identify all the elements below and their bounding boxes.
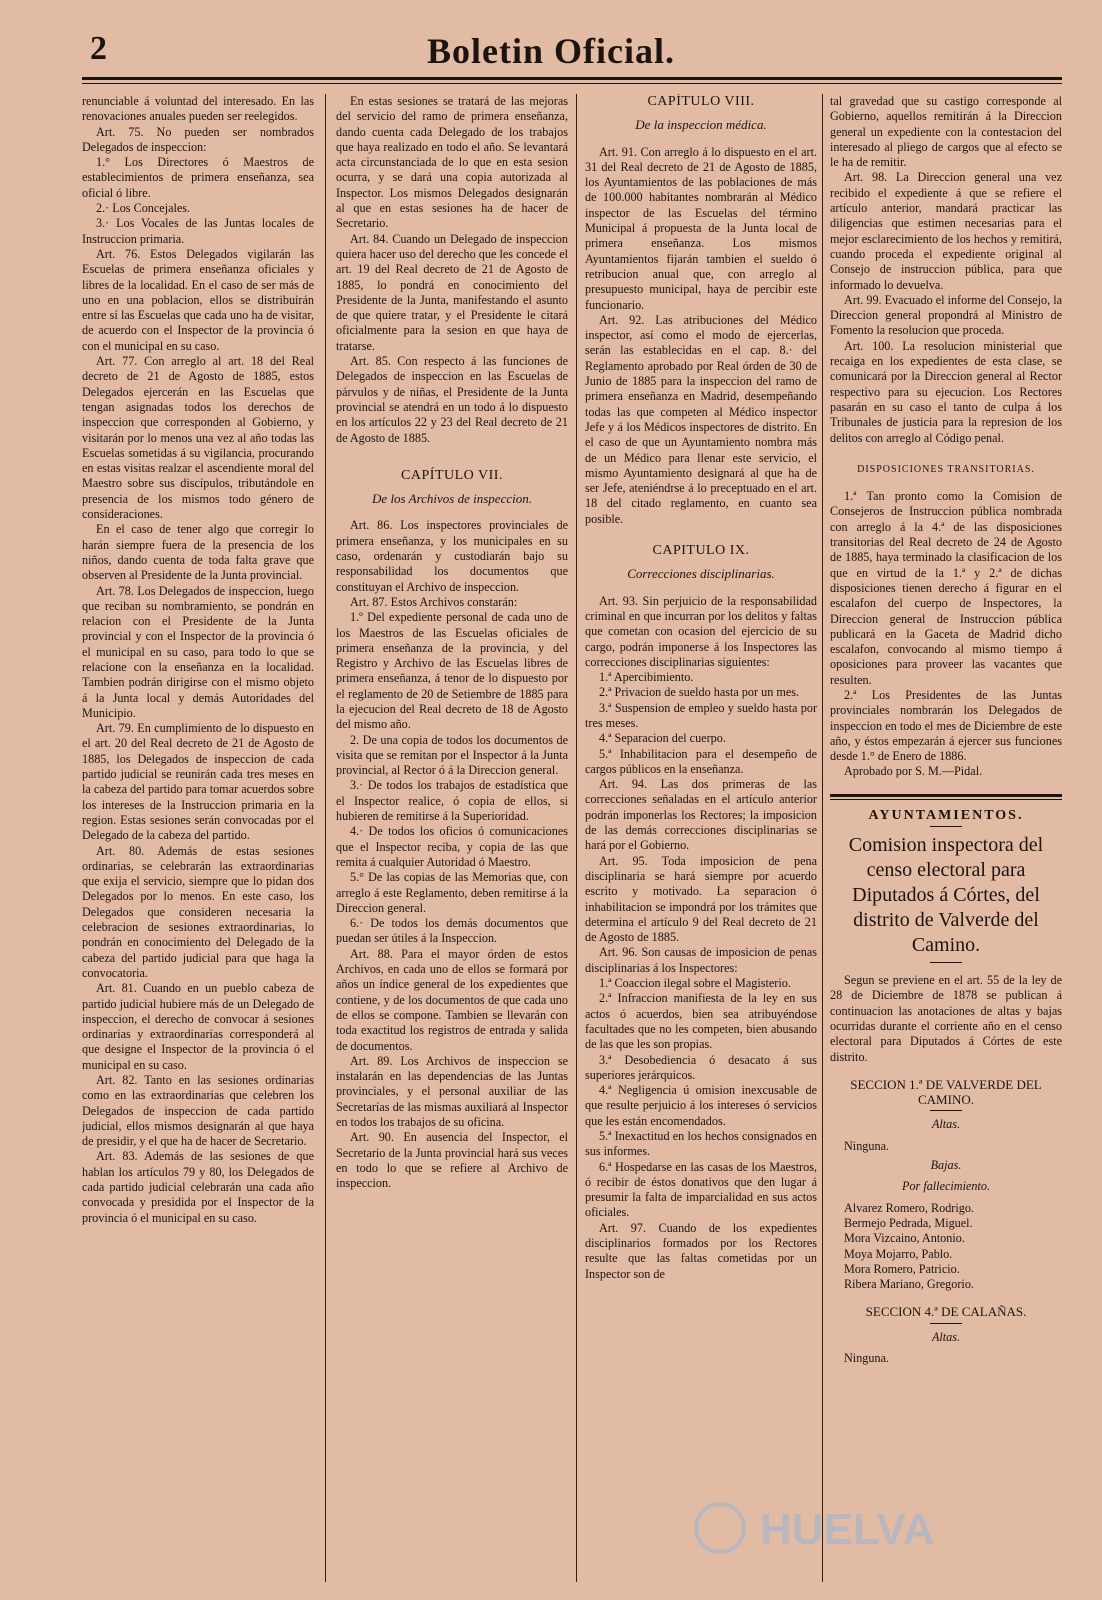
paragraph: Art. 92. Las atribuciones del Médico inspector, así como el modo de ejercerlas, serán las establecidas en el cap. 8.· del Reglamento aprobado por Real órden de 30 de Junio de 1885 para la inspeccion del ramo de primera enseñanza en Madrid, desempeñando todas las que competen al Médico inspector Jefe y á los Médicos inspectores de distrito. En el caso de que un Ayuntamiento nombra más de un Médico para llenar este servicio, el mismo Ayuntamiento designará al que ha de ser Jefe, ateniéndrse á lo preceptuado en el art. 18 del citado reglamento, en cuanto sea posible. <box>585 312 817 526</box>
paragraph: 6.ª Hospedarse en las casas de los Maestros, ó recibir de éstos donativos que den lugar á presumir la falta de imparcialidad en sus actos oficiales. <box>585 1159 817 1220</box>
altas-value: Ninguna. <box>844 1351 890 1365</box>
paragraph: 4.ª Separacion del cuerpo. <box>599 731 726 746</box>
paragraph: Art. 97. Cuando de los expedientes disciplinarios formados por los Rectores resulte que las faltas cometidas por un Inspector son de <box>585 1220 817 1281</box>
paragraph: Art. 87. Estos Archivos constarán: <box>350 594 518 609</box>
paragraph: 2.ª Los Presidentes de las Juntas provinciales nombrarán los Delegados de inspeccion en todo el mes de Diciembre de este año, y éstos empezarán á ejercer sus funciones desde 1.° de Enero de 1886. <box>830 687 1062 764</box>
signature-line: Aprobado por S. M.—Pidal. <box>844 764 983 779</box>
paragraph: 4.· De todos los oficios ó comunicaciones que el Inspector reciba, y copia de las que remita á cualquier Autoridad ó Maestro. <box>336 824 568 869</box>
watermark-text: HUELVA <box>760 1505 935 1554</box>
list-item: Alvarez Romero, Rodrigo. <box>844 1200 974 1215</box>
divider <box>930 962 962 963</box>
page-header <box>0 0 1102 90</box>
watermark-logo <box>690 1498 990 1558</box>
ayuntamientos-heading: AYUNTAMIENTOS. <box>868 807 1024 823</box>
paragraph: 2.ª Infraccion manifiesta de la ley en sus actos ó acuerdos, bien sea atribuyéndose facultades que no les competen, bien abusando de las que les son propias. <box>585 991 817 1052</box>
watermark-emblem <box>696 1504 744 1552</box>
paragraph: 2. De una copia de todos los documentos de visita que se remitan por el Inspector á la Junta provincial, al Rector ó á la Direccion general. <box>336 732 568 778</box>
paragraph: 1.ª Coaccion ilegal sobre el Magisterio. <box>599 976 791 991</box>
paragraph: Art. 90. En ausencia del Inspector, el Secretario de la Junta provincial hará sus veces en todo lo que se refiere al Archivo de inspeccion. <box>336 1130 568 1191</box>
text-column-2 <box>336 94 568 1584</box>
chapter-title: CAPÍTULO VIII. <box>647 94 755 109</box>
bajas-subheading: Por fallecimiento. <box>901 1179 990 1194</box>
paragraph: Art. 95. Toda imposicion de pena disciplinaria se hará siempre por acuerdo escrito y motivado. La separacion ó inhabilitacion se impondrá por los trámites que determina el artículo 9 del Real decreto de 21 de Agosto de 1885. <box>585 853 817 945</box>
paragraph: 1.ª Tan pronto como la Comision de Consejeros de Instruccion pública nombrada con arreglo á la 4.ª de las disposiciones transitorias del Real decreto de 24 de Agosto de 1885, haya terminado la clasificacion de los que en virtud de la 1.ª y 2.ª de dichas disposiciones tienen derecho á figurar en el escalafon del cuerpo de Inspectores, la Direccion general de Instruccion pública publicará en la Gaceta de Madrid dicho escalafon, convocando al mismo tiempo á oposiciones para proveer las vacantes que resulten. <box>830 489 1062 687</box>
paragraph: 2.· Los Concejales. <box>96 201 191 216</box>
altas-label: Altas. <box>931 1329 961 1344</box>
column-divider <box>822 94 823 1582</box>
paragraph: Art. 79. En cumplimiento de lo dispuesto en el art. 20 del Real decreto de 21 de Agosto de 1885, los Delegados de inspeccion de cada partido judicial se reunirán cada tres meses en la cabeza del partido para tomar acuerdos sobre los intereses de la Instruccion primaria en la region. Estas sesiones serán convocadas por el Delegado de la cabeza del partido. <box>82 721 314 843</box>
paragraph: Art. 78. Los Delegados de inspeccion, luego que reciban su nombramiento, se pondrán en relacion con el Presidente de la Junta provincial y con el Inspector de la provincia ó el municipal en su caso, para todo lo que se relacione con la enseñanza en la localidad. Tambien podrán dirigirse con el mismo objeto á la Junta local y demás Autoridades del Municipio. <box>82 583 314 720</box>
paragraph: Art. 81. Cuando en un pueblo cabeza de partido judicial hubiere más de un Delegado de inspeccion, el derecho de convocar á sesiones ordinarias y extraordinarias corresponderá al que designe el Inspector de la provincia ó el municipal en su caso. <box>82 981 314 1072</box>
paragraph: 2.ª Privacion de sueldo hasta por un mes. <box>599 685 800 700</box>
paragraph: En estas sesiones se tratará de las mejoras del servicio del ramo de primera enseñanza, dando cuenta cada Delegado de los trabajos que haya realizado en todo el año. Se levantará acta circunstanciada de lo que en esta sesion ocurra, y se dará una copia autorizada al Inspector. Los mismos Delegados designarán al que en estas sesiones ha de hacer de Secretario. <box>336 94 568 231</box>
altas-label: Altas. <box>931 1117 961 1132</box>
text-column-3 <box>585 94 817 1584</box>
paragraph: Art. 77. Con arreglo al art. 18 del Real decreto de 21 de Agosto de 1885, estos Delegados ejercerán en las Escuelas que tengan asignadas todos los derechos de inspeccion que corresponden al Gobierno, y visitarán por lo menos una vez al año todas las Escuelas sometidas á su vigilancia, procurando en estas visitas realzar el ascendiente moral del Maestro sobre sus discípulos, tributándole en presencia de los mismos todo género de consideraciones. <box>82 354 314 522</box>
column-divider <box>576 94 577 1582</box>
paragraph: 3.· De todos los trabajos de estadística que el Inspector realice, ó copia de ellos, si hubieren de remitirse á la Superioridad. <box>336 778 568 824</box>
chapter-subtitle: Correcciones disciplinarias. <box>627 566 775 582</box>
paragraph: Art. 76. Estos Delegados vigilarán las Escuelas de primera enseñanza oficiales y libres de la localidad. En el caso de ser más de uno en una poblacion, ellos se distribuirán entre sí las Escuelas que cada uno ha de visitar, de acuerdo con el Inspector de la provincia ó con el municipal en su caso. <box>82 246 314 353</box>
list-item: Mora Romero, Patricio. <box>844 1261 960 1276</box>
column-divider <box>325 94 326 1582</box>
section-heading: DISPOSICIONES TRANSITORIAS. <box>857 463 1035 475</box>
header-rule <box>82 77 1062 80</box>
list-item: Ribera Mariano, Gregorio. <box>844 1277 974 1292</box>
paragraph: Art. 100. La resolucion ministerial que recaiga en los expedientes de esta clase, se comunicará por la Direccion general al Rector respectivo para su ejecucion. Los Rectores pasarán en su caso el tanto de culpa á los Tribunales de justicia para la represion de los delitos con arreglo al Código penal. <box>830 338 1062 445</box>
chapter-title: CAPÍTULO VII. <box>401 467 503 483</box>
chapter-title: CAPITULO IX. <box>652 543 750 559</box>
chapter-subtitle: De los Archivos de inspeccion. <box>372 491 532 507</box>
paragraph: Art. 88. Para el mayor órden de estos Archivos, en cada uno de ellos se formará por años un índice general de los expedientes que contiene, y de los documentos de que cada uno de ellos se compone. Tambien se llevarán con toda exactitud los registros de entrada y salida de documentos. <box>336 946 568 1053</box>
paragraph: tal gravedad que su castigo corresponde al Gobierno, aquellos remitirán á la Direccion general un expediente con la contestacion del interesado al pliego de cargos que al efecto se le ha de remitir. <box>830 94 1062 170</box>
section-title: SECCION 1.ª DE VALVERDE DEL CAMINO. <box>850 1076 1042 1108</box>
paragraph: 1.º Del expediente personal de cada uno de los Maestros de las Escuelas oficiales de primera enseñanza de la provincia, y del Registro y Archivo de las Escuelas libres de primera enseñanza, á tenor de lo dispuesto por el reglamento de 20 de Setiembre de 1885 para la ejecucion del Real decreto de 18 de Agosto del mismo año. <box>336 610 568 732</box>
bajas-label: Bajas. <box>930 1158 962 1173</box>
header-rule-thin <box>82 83 1062 84</box>
altas-value: Ninguna. <box>844 1138 890 1153</box>
paragraph: 1.° Los Directores ó Maestros de establecimientos de primera enseñanza, sea oficial ó libre. <box>82 155 314 200</box>
divider <box>930 1323 962 1324</box>
paragraph: Art. 96. Son causas de imposicion de penas disciplinarias á los Inspectores: <box>585 945 817 975</box>
paragraph: Art. 82. Tanto en las sesiones ordinarias como en las extraordinarias que celebren los Delegados de inspeccion de cada partido judicial, ellos mismos designarán al que haya de presidir, y el que ha de hacer de Secretario. <box>82 1073 314 1149</box>
paragraph: 5.ª Inhabilitacion para el desempeño de cargos públicos en la enseñanza. <box>585 746 817 776</box>
list-item: Moya Mojarro, Pablo. <box>844 1246 953 1261</box>
paragraph: 5.° De las copias de las Memorias que, con arreglo á este Reglamento, deben remitirse á la Direccion general. <box>336 870 568 915</box>
paragraph: Art. 91. Con arreglo á lo dispuesto en el art. 31 del Real decreto de 21 de Agosto de 1885, los Ayuntamientos de las poblaciones de más de 100.000 habitantes nombrarán al Médico inspector de las Escuelas del término Municipal á propuesta de la Junta local de primera enseñanza. Los mismos Ayuntamientos fijarán tambien el sueldo ó retribucion anual que, con arreglo al presupuesto municipal, haya de percibir este funcionario. <box>585 144 817 312</box>
paragraph: 3.· Los Vocales de las Juntas locales de Instruccion primaria. <box>82 216 314 246</box>
paragraph: 1.ª Apercibimiento. <box>599 670 694 685</box>
paragraph: Segun se previene en el art. 55 de la ley de 28 de Diciembre de 1878 se publican á continuacion las anotaciones de altas y bajas ocurridas durante el corriente año en el censo electoral para Diputados á Córtes de este distrito. <box>830 973 1062 1064</box>
newspaper-title: Boletin Oficial. <box>427 31 675 71</box>
paragraph: Art. 89. Los Archivos de inspeccion se instalarán en las dependencias de las Juntas provinciales, y el personal auxiliar de las Secretarías de las mismas auxiliará al Inspector en todos los trabajos de su oficina. <box>336 1053 568 1129</box>
text-column-1 <box>82 94 314 1584</box>
section-rule-thin <box>830 799 1062 800</box>
paragraph: Art. 99. Evacuado el informe del Consejo, la Direccion general propondrá al Ministro de Fomento la resolucion que proceda. <box>830 292 1062 338</box>
paragraph: 3.ª Desobediencia ó desacato á sus superiores jerárquicos. <box>585 1052 817 1082</box>
paragraph: Art. 93. Sin perjuicio de la responsabilidad criminal en que incurran por los delitos y faltas que cometan con ocasion del ejercicio de su cargo, podrán imponerse á los Inspectores las correcciones disciplinarias siguientes: <box>585 593 817 669</box>
divider <box>930 826 962 827</box>
paragraph: En el caso de tener algo que corregir lo harán siempre fuera de la presencia de los niños, dando cuenta de toda falta grave que observen al Presidente de la Junta provincial. <box>82 522 314 583</box>
paragraph: Art. 98. La Direccion general una vez recibido el expediente á que se refiere el artículo anterior, mandará practicar las diligencias que estimen necesarias para el mejor esclarecimiento de los hechos y remitirá, cuando proceda el expediente original al Consejo de instruccion pública, para que informado lo devuelva. <box>830 170 1062 292</box>
list-item: Bermejo Pedrada, Miguel. <box>844 1215 973 1230</box>
page-number: 2 <box>90 30 107 67</box>
paragraph: Art. 86. Los inspectores provinciales de primera enseñanza, y los municipales en su caso, ordenarán y custodiarán bajo su responsabilidad los documentos que constituyan el Archivo de inspeccion. <box>336 518 568 594</box>
paragraph: Art. 80. Además de estas sesiones ordinarias, se celebrarán las extraordinarias que exija el servicio, siempre que lo pidan dos Delegados por lo menos. En este caso, los Delegados que consideren necesaria la celebracion de sesiones extraordinarias, lo pondrán en conocimiento del Delegado de la cabeza del partido judicial para que haga la convocatoria. <box>82 843 314 980</box>
notice-title: Comision inspectora del censo electoral para Diputados á Córtes, del distrito de Valverde del Camino. <box>848 834 1044 957</box>
paragraph: Art. 75. No pueden ser nombrados Delegados de inspeccion: <box>82 124 314 154</box>
divider <box>930 1110 962 1111</box>
paragraph: 5.ª Inexactitud en los hechos consignados en sus informes. <box>585 1129 817 1159</box>
chapter-subtitle: De la inspeccion médica. <box>635 117 767 133</box>
paragraph: 3.ª Suspension de empleo y sueldo hasta por tres meses. <box>585 700 817 730</box>
section-rule <box>830 794 1062 797</box>
text-column-4 <box>830 94 1062 1584</box>
paragraph: 6.· De todos los demás documentos que puedan ser útiles á la Inspeccion. <box>336 916 568 946</box>
paragraph: Art. 83. Además de las sesiones de que hablan los artículos 79 y 80, los Delegados de cada partido judicial celebrarán una cada año convocada y presidida por el Inspector de la provincia ó el municipal en su caso. <box>82 1149 314 1225</box>
list-item: Mora Vizcaino, Antonio. <box>844 1231 965 1246</box>
section-title: SECCION 4.ª DE CALAÑAS. <box>865 1304 1027 1320</box>
paragraph: renunciable á voluntad del interesado. En las renovaciones anuales pueden ser reelegidos. <box>82 94 314 124</box>
paragraph: Art. 85. Con respecto á las funciones de Delegados de inspeccion en las Escuelas de párvulos y de niñas, el Presidente de la Junta provincial se atendrá en un todo á lo dispuesto en los artículos 22 y 23 del Real decreto de 21 de Agosto de 1885. <box>336 354 568 445</box>
paragraph: 4.ª Negligencia ú omision inexcusable de que resulte perjuicio á los intereses ó servicios que les están encomendados. <box>585 1083 817 1128</box>
paragraph: Art. 84. Cuando un Delegado de inspeccion quiera hacer uso del derecho que les concede el art. 19 del Real decreto de 21 de Agosto de 1885, lo pondrá en conocimiento del Presidente de la Junta, manifestando el asunto de que quiere tratar, y el Presidente le citará oficialmente para la sesion en que haya de tratarse. <box>336 231 568 353</box>
paragraph: Art. 94. Las dos primeras de las correcciones señaladas en el artículo anterior podrán imponerlas los Rectores; la imposicion de las demás correcciones disciplinarias se hará por el Gobierno. <box>585 777 817 853</box>
